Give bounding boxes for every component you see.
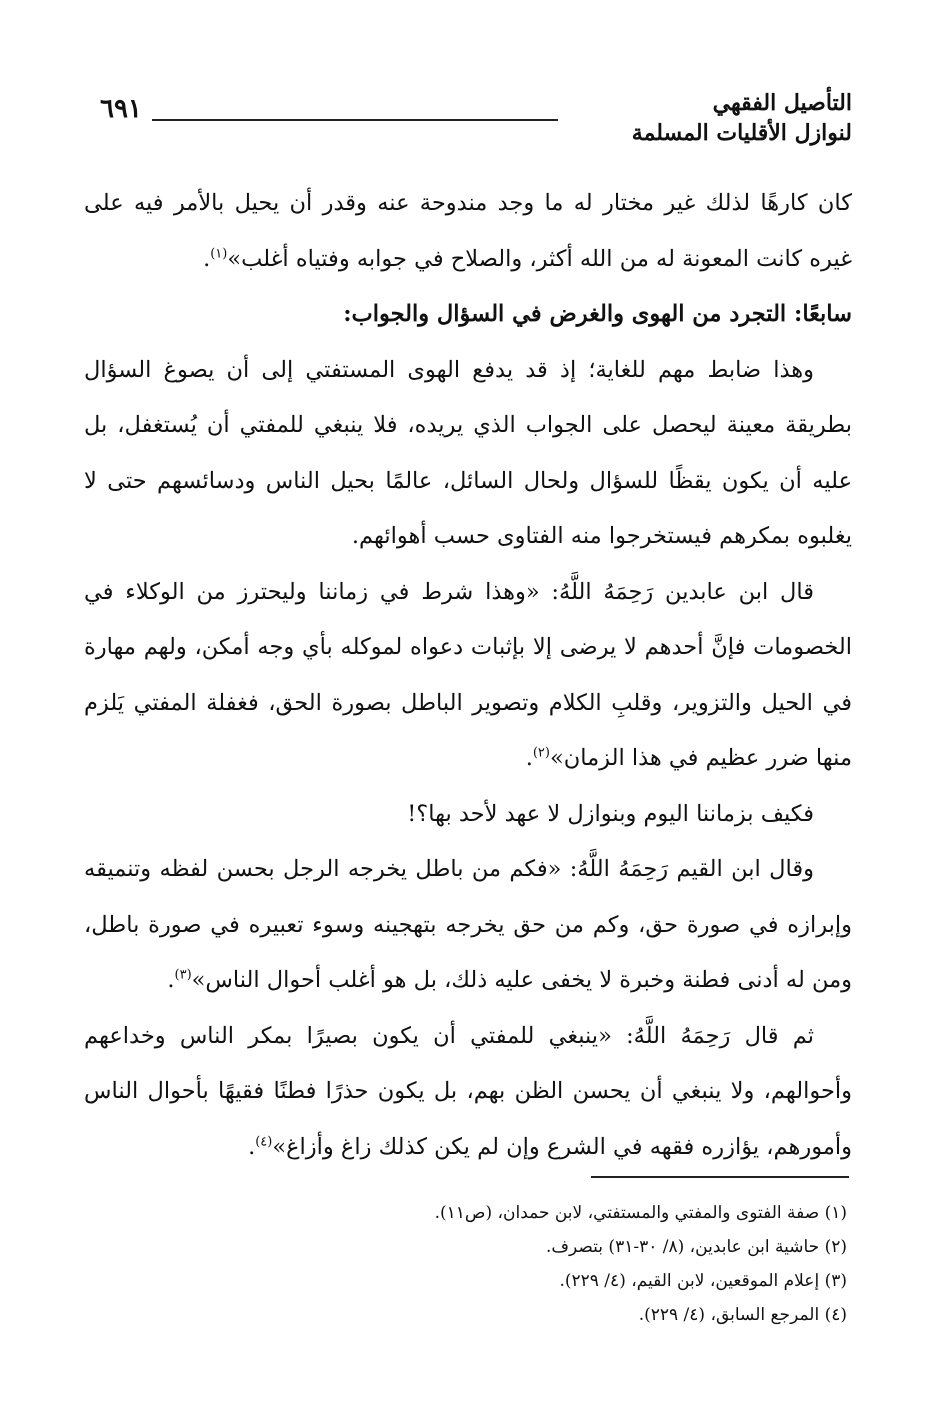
footnote-separator — [591, 1176, 849, 1178]
main-text — [84, 176, 852, 1175]
paragraph-1-text: كان كارهًا لذلك غير مختار له ما وجد مندوحة عنه وقدر أن يحيل بالأمر فيه على غيره كانت المعونة له من الله أكثر، والصلاح في جوابه وفتياه أغلب» — [84, 190, 852, 272]
footnote-ref-4: (٤) — [255, 1134, 273, 1149]
footnotes — [84, 1196, 847, 1332]
paragraph-5 — [84, 842, 852, 1009]
paragraph-2: وهذا ضابط مهم للغاية؛ إذ قد يدفع الهوى المستفتي إلى أن يصوغ السؤال بطريقة معينة ليحصل على الجواب الذي يريده، فلا ينبغي للمفتي أن يُستغفل، بل عليه أن يكون يقظًا للسؤال ولحال السائل، عالمًا بحيل الناس ودسائسهم حتى لا يغلبوه بمكرهم فيستخرجوا منه الفتاوى حسب أهوائهم. — [84, 356, 852, 549]
paragraph-5-text: وقال ابن القيم رَحِمَهُ اللَّهُ: «فكم من باطل يخرجه الرجل بحسن لفظه وتنميقه وإبرازه في صورة حق، وكم من حق يخرجه بتهجينه وسوء تعبيره في صورة باطل، ومن له أدنى فطنة وخبرة لا يخفى عليه ذلك، بل هو أغلب أحوال الناس» — [84, 856, 852, 993]
footnote-ref-2: (٢) — [532, 745, 550, 761]
header-rule — [152, 119, 558, 121]
footnote-ref-3: (٣) — [174, 967, 192, 983]
section-heading: سابعًا: التجرد من الهوى والغرض في السؤال والجواب: — [343, 301, 852, 327]
footnote-3: (٣) إعلام الموقعين، لابن القيم، (٤/ ٢٢٩). — [559, 1271, 847, 1291]
book-title — [632, 88, 852, 148]
paragraph-3 — [84, 565, 852, 787]
page-number: ٦٩١ — [100, 94, 142, 124]
book-title-line-1: التأصيل الفقهي — [712, 90, 852, 116]
paragraph-6-text: ثم قال رَحِمَهُ اللَّهُ: «ينبغي للمفتي أن يكون بصيرًا بمكر الناس وخداعهم وأحوالهم، ولا ينبغي أن يحسن الظن بهم، بل يكون حذرًا فطنًا فقيهًا بأحوال الناس وأمورهم، يؤازره فقهه في الشرع وإن لم يكن كذلك زاغ وأزاغ» — [84, 1022, 852, 1160]
footnote-ref-1: (١) — [210, 246, 228, 261]
footnote-4: (٤) المرجع السابق، (٤/ ٢٢٩). — [638, 1305, 847, 1325]
paragraph-5-end: . — [167, 967, 175, 993]
paragraph-1-end: . — [203, 245, 211, 272]
footnote-1: (١) صفة الفتوى والمفتي والمستفتي، لابن حمدان، (ص١١). — [434, 1203, 847, 1223]
paragraph-3-text: قال ابن عابدين رَحِمَهُ اللَّهُ: «وهذا شرط في زماننا وليحترز من الوكلاء في الخصومات فإنَّ أحدهم لا يرضى إلا بإثبات دعواه لموكله بأي وجه أمكن، ولهم مهارة في الحيل والتزوير، وقلبِ الكلام وتصوير الباطل بصورة الحق، فغفلة المفتي يَلزم منها ضرر عظيم في هذا الزمان» — [84, 578, 852, 771]
footnote-2: (٢) حاشية ابن عابدين، (٨/ ٣٠-٣١) بتصرف. — [546, 1237, 847, 1257]
book-title-line-2: لنوازل الأقليات المسلمة — [631, 120, 852, 146]
paragraph-6-end: . — [248, 1133, 256, 1160]
paragraph-6 — [84, 1009, 852, 1176]
running-header — [60, 88, 852, 158]
paragraph-3-end: . — [525, 745, 533, 771]
paragraph-1 — [84, 176, 852, 287]
paragraph-4: فكيف بزماننا اليوم وبنوازل لا عهد لأحد بها؟! — [407, 800, 814, 827]
